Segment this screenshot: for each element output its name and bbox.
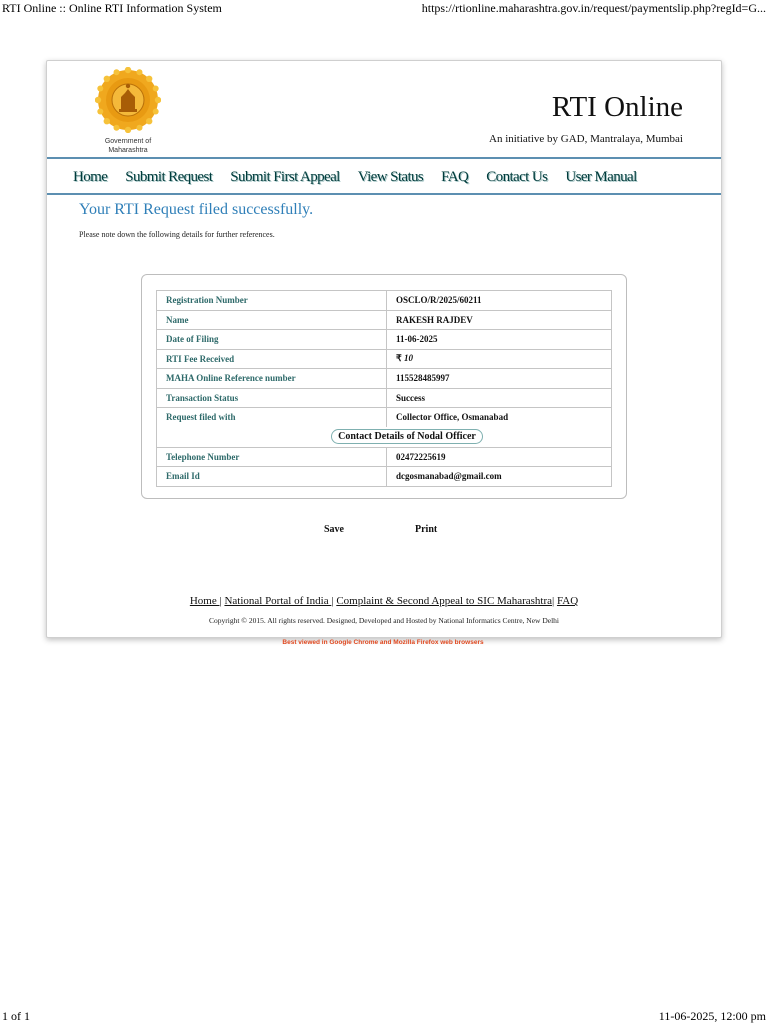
date-of-filing-label: Date of Filing (157, 330, 387, 350)
site-subtitle: An initiative by GAD, Mantralaya, Mumbai (489, 133, 683, 145)
nav-user-manual[interactable]: User Manual (565, 169, 637, 185)
filed-with-value: Collector Office, Osmanabad (387, 408, 612, 427)
print-url: https://rtionline.maharashtra.gov.in/request/paymentslip.php?regId=G... (421, 1, 766, 15)
table-row (157, 330, 612, 350)
table-row (157, 291, 612, 311)
footer-links: Home | National Portal of India | Complaint & Second Appeal to SIC Maharashtra| FAQ (189, 595, 579, 607)
registration-number-label: Registration Number (157, 291, 387, 311)
nav-faq[interactable]: FAQ (441, 169, 469, 185)
email-label: Email Id (157, 467, 387, 487)
nav-contact-us[interactable]: Contact Us (486, 169, 548, 185)
table-row (157, 388, 612, 408)
registration-number-value: OSCLO/R/2025/60211 (387, 291, 612, 311)
table-row (157, 408, 612, 427)
table-row (157, 467, 612, 487)
emblem-caption: Government of Maharashtra (104, 138, 152, 154)
save-button[interactable]: Save (324, 524, 344, 535)
maharashtra-emblem-icon (95, 67, 161, 133)
table-row (157, 349, 612, 369)
rti-fee-label: RTI Fee Received (157, 349, 387, 369)
request-details-table (156, 290, 612, 487)
table-row (157, 427, 612, 448)
nav-submit-request[interactable]: Submit Request (125, 169, 213, 185)
filed-with-label: Request filed with (157, 408, 387, 427)
email-value: dcgosmanabad@gmail.com (387, 467, 612, 487)
success-message: Your RTI Request filed successfully. (79, 201, 314, 218)
table-row (157, 447, 612, 467)
name-value: RAKESH RAJDEV (387, 310, 612, 330)
reference-note: Please note down the following details for further references. (79, 230, 275, 239)
nodal-officer-button[interactable]: Contact Details of Nodal Officer (331, 429, 483, 444)
print-header (0, 0, 768, 16)
print-button[interactable]: Print (415, 524, 438, 535)
rti-fee-amount: 10 (403, 353, 413, 364)
transaction-status-value: Success (387, 388, 612, 408)
rti-fee-value (387, 349, 612, 369)
rupee-icon: ₹ (396, 353, 402, 364)
maha-ref-value: 115528485997 (387, 369, 612, 389)
table-row (157, 310, 612, 330)
telephone-label: Telephone Number (157, 447, 387, 467)
maha-ref-label: MAHA Online Reference number (157, 369, 387, 389)
footer-link-home[interactable]: Home (189, 595, 220, 607)
nav-view-status[interactable]: View Status (357, 169, 424, 185)
page-card (46, 60, 722, 638)
site-title: RTI Online (551, 91, 683, 123)
telephone-value: 02472225619 (387, 447, 612, 467)
print-footer (0, 1008, 768, 1024)
footer-link-national-portal[interactable]: National Portal of India (224, 595, 332, 607)
name-label: Name (157, 310, 387, 330)
request-details-panel (141, 274, 627, 499)
print-page-count: 1 of 1 (2, 1009, 30, 1023)
main-nav (47, 157, 721, 195)
footer-link-faq[interactable]: FAQ (556, 595, 579, 607)
print-page-title: RTI Online :: Online RTI Information System (2, 1, 222, 15)
table-row (157, 369, 612, 389)
transaction-status-label: Transaction Status (157, 388, 387, 408)
copyright-text: Copyright © 2015. All rights reserved. Designed, Developed and Hosted by National Informatics Centre, New Delhi (209, 616, 559, 625)
nav-submit-first-appeal[interactable]: Submit First Appeal (230, 169, 340, 185)
footer-link-complaint-appeal[interactable]: Complaint & Second Appeal to SIC Maharashtra (336, 595, 552, 607)
print-datetime: 11-06-2025, 12:00 pm (658, 1009, 766, 1023)
date-of-filing-value: 11-06-2025 (387, 330, 612, 350)
nav-home[interactable]: Home (73, 169, 108, 185)
browser-recommendation: Best viewed in Google Chrome and Mozilla Firefox web browsers (282, 639, 484, 646)
